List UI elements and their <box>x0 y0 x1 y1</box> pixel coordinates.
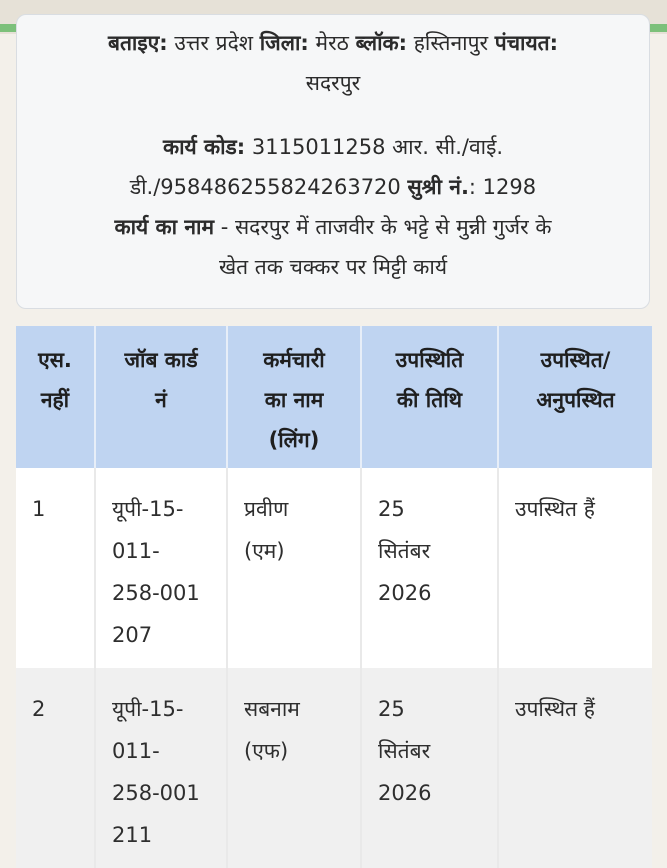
work-info-card <box>16 14 650 309</box>
work-code-value-cont: डी./9584862558242637​20 <box>129 175 401 199</box>
work-name-line <box>35 207 631 247</box>
table-row <box>16 668 652 868</box>
cell-worker-name: प्रवीण (एम) <box>227 468 361 668</box>
table-header-row <box>16 326 652 468</box>
work-name-line-2: खेत तक चक्कर पर मिट्टी कार्य <box>218 255 448 279</box>
cell-worker-name: सबनाम (एफ) <box>227 668 361 868</box>
cell-job-card: यूपी-15- 011- 258-001 207 <box>95 468 227 668</box>
cell-status: उपस्थित हैं <box>498 668 652 868</box>
district-value: मेरठ <box>315 31 349 55</box>
column-header-attendance-date: उपस्थिति की तिथि <box>361 326 498 468</box>
serial-value: : 1298 <box>468 175 537 199</box>
state-label: बताइए: <box>107 31 168 55</box>
column-header-worker-name: कर्मचारी का नाम (लिंग) <box>227 326 361 468</box>
work-name-value: - सदरपुर में ताजवीर के भट्टे से मुन्नी गुर्जर के <box>214 215 552 239</box>
work-code-line <box>35 127 631 167</box>
attendance-table <box>16 326 652 868</box>
panchayat-label: पंचायत: <box>494 31 559 55</box>
location-line <box>35 23 631 63</box>
block-value: हस्तिनापुर <box>413 31 489 55</box>
serial-label: सुश्री नं. <box>407 175 469 199</box>
cell-status: उपस्थित हैं <box>498 468 652 668</box>
work-code-value: 3115011258 आर. सी./वाई. <box>251 135 504 159</box>
block-label: ब्लॉक: <box>355 31 408 55</box>
work-code-line-2 <box>35 167 631 207</box>
work-code-label: कार्य कोड: <box>162 135 246 159</box>
cell-attendance-date: 25 सितंबर 2026 <box>361 468 498 668</box>
cell-sno: 1 <box>16 468 95 668</box>
cell-sno: 2 <box>16 668 95 868</box>
district-label: जिला: <box>259 31 309 55</box>
cell-job-card: यूपी-15- 011- 258-001 211 <box>95 668 227 868</box>
state-value: उत्तर प्रदेश <box>174 31 254 55</box>
column-header-status: उपस्थित/ अनुपस्थित <box>498 326 652 468</box>
cell-attendance-date: 25 सितंबर 2026 <box>361 668 498 868</box>
table-row <box>16 468 652 668</box>
column-header-sno: एस. नहीं <box>16 326 95 468</box>
column-header-job-card: जॉब कार्ड नं <box>95 326 227 468</box>
work-name-label: कार्य का नाम <box>114 215 215 239</box>
panchayat-value: सदरपुर <box>305 71 361 95</box>
